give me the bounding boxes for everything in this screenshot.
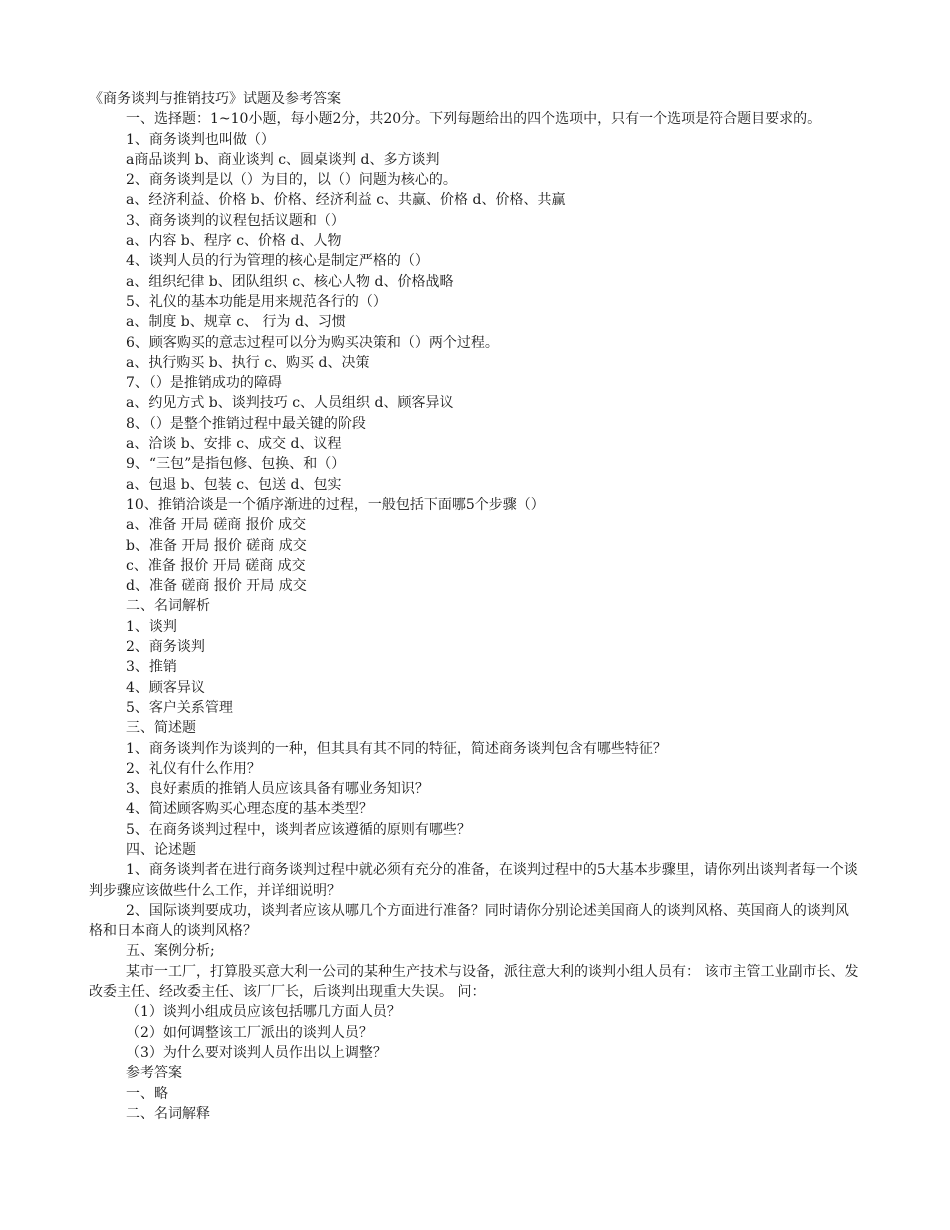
term-line: 3、推销: [126, 659, 177, 676]
section-heading-choice: 一、选择题：1~10小题，每小题2分，共20分。下列每题给出的四个选项中，只有一个选项是符合题目要求的。: [126, 111, 822, 128]
question-line: 1、商务谈判者在进行商务谈判过程中就必须有充分的准备，在谈判过程中的5大基本步骤里，请你列出谈判者每一个谈判步骤应该做些什么工作，并详细说明？: [89, 862, 858, 899]
options-line: a、经济利益、价格 b、价格、经济利益 c、共赢、价格 d、价格、共赢: [126, 192, 566, 209]
options-line: a、组织纪律 b、团队组织 c、核心人物 d、价格战略: [126, 273, 454, 290]
question-line: 8、（）是整个推销过程中最关键的阶段: [126, 415, 366, 432]
document-body: [89, 89, 861, 1124]
options-line: a、洽谈 b、安排 c、成交 d、议程: [126, 436, 342, 453]
question-line: 4、谈判人员的行为管理的核心是制定严格的（）: [126, 253, 429, 270]
options-line: a、执行购买 b、执行 c、购买 d、决策: [126, 354, 370, 371]
options-line: a、准备 开局 磋商 报价 成交: [126, 517, 307, 534]
question-line: （2）如何调整该工厂派出的谈判人员？: [126, 1024, 373, 1041]
question-line: 10、推销洽谈是一个循序渐进的过程，一般包括下面哪5个步骤（）: [126, 496, 545, 513]
options-line: a、制度 b、规章 c、 行为 d、习惯: [126, 314, 346, 331]
question-line: 5、在商务谈判过程中，谈判者应该遵循的原则有哪些？: [126, 821, 471, 838]
options-line: d、准备 磋商 报价 开局 成交: [126, 578, 307, 595]
term-line: 1、谈判: [126, 618, 177, 635]
options-line: c、准备 报价 开局 磋商 成交: [126, 557, 306, 574]
question-line: （1）谈判小组成员应该包括哪几方面人员？: [126, 1004, 401, 1021]
section-heading-essay: 四、论述题: [126, 841, 196, 858]
options-line: a、包退 b、包装 c、包送 d、包实: [126, 476, 342, 493]
document-title: 《商务谈判与推销技巧》试题及参考答案: [89, 91, 341, 107]
question-line: 1、商务谈判也叫做（）: [126, 131, 275, 148]
question-line: 3、良好素质的推销人员应该具备有哪业务知识？: [126, 781, 429, 798]
options-line: b、准备 开局 报价 磋商 成交: [126, 537, 307, 554]
question-line: （3）为什么要对谈判人员作出以上调整？: [126, 1044, 387, 1061]
question-line: 1、商务谈判作为谈判的一种，但其具有其不同的特征，简述商务谈判包含有哪些特征？: [126, 740, 667, 757]
question-line: 5、礼仪的基本功能是用来规范各行的（）: [126, 293, 387, 310]
question-line: 3、商务谈判的议程包括议题和（）: [126, 212, 345, 229]
question-line: 4、简述顾客购买心理态度的基本类型？: [126, 801, 373, 818]
term-line: 4、顾客异议: [126, 679, 205, 696]
answer-line: 一、略: [126, 1085, 168, 1102]
section-heading-terms: 二、名词解析: [126, 598, 210, 615]
section-heading-answers: 参考答案: [126, 1065, 182, 1082]
question-line: 2、商务谈判是以（）为目的，以（）问题为核心的。: [126, 172, 457, 189]
section-heading-short-answer: 三、简述题: [126, 720, 196, 737]
question-line: 7、（）是推销成功的障碍: [126, 375, 282, 392]
question-line: 6、顾客购买的意志过程可以分为购买决策和（）两个过程。: [126, 334, 499, 351]
case-paragraph: 某市一工厂，打算股买意大利一公司的某种生产技术与设备，派往意大利的谈判小组人员有： 该市主管工业副市长、发改委主任、经改委主任、该厂厂长，后谈判出现重大失误。 问：: [89, 963, 859, 1001]
options-line: a、约见方式 b、谈判技巧 c、人员组织 d、顾客异议: [126, 395, 454, 412]
options-line: a、内容 b、程序 c、价格 d、人物: [126, 233, 342, 250]
answer-line: 二、名词解释: [126, 1105, 210, 1122]
section-heading-case: 五、案例分析;: [126, 943, 215, 960]
term-line: 2、商务谈判: [126, 639, 205, 656]
question-line: 2、礼仪有什么作用？: [126, 760, 261, 777]
options-line: a商品谈判 b、商业谈判 c、圆桌谈判 d、多方谈判: [126, 151, 440, 168]
question-line: 2、国际谈判要成功，谈判者应该从哪几个方面进行准备？同时请你分别论述美国商人的谈判风格、英国商人的谈判风格和日本商人的谈判风格？: [89, 902, 849, 940]
question-line: 9、“三包”是指包修、包换、和（）: [126, 456, 346, 473]
term-line: 5、客户关系管理: [126, 699, 233, 716]
